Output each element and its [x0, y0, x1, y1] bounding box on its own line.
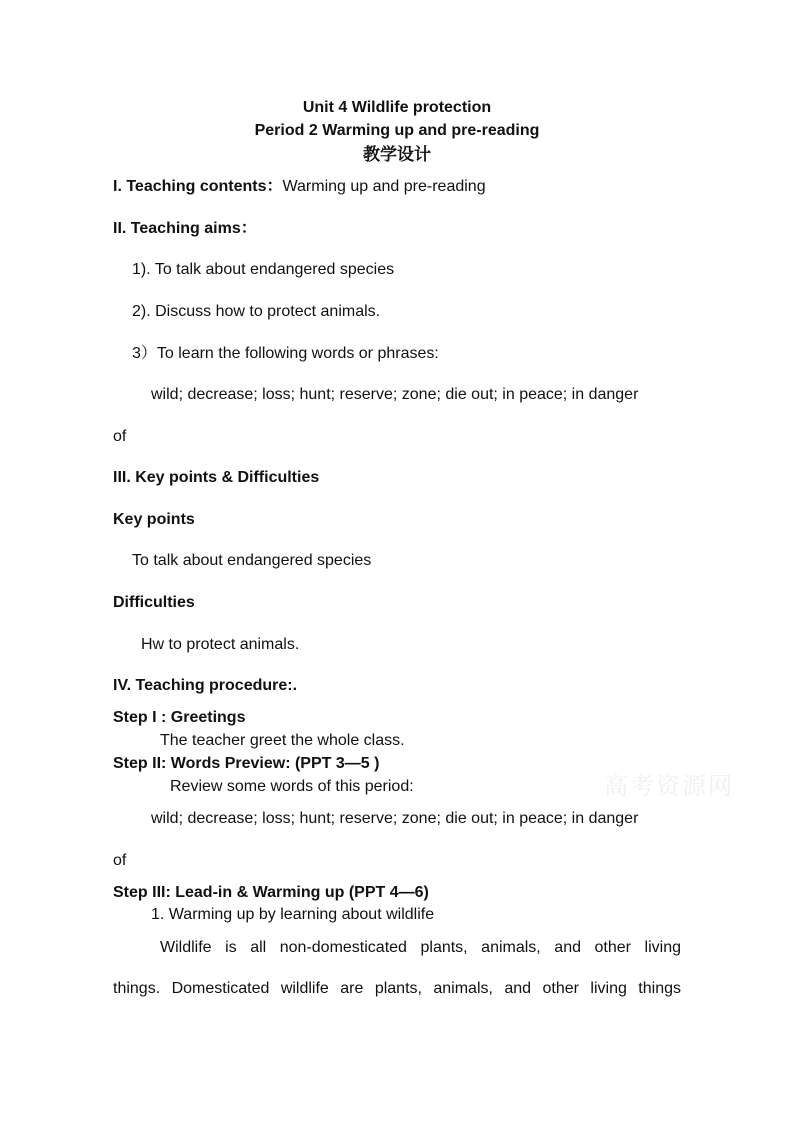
paragraph-line-1: Wildlife is all non-domesticated plants, animals, and other living	[160, 939, 681, 956]
difficulties-text: Hw to protect animals.	[141, 636, 300, 653]
key-points-difficulties-heading: III. Key points & Difficulties	[113, 469, 320, 486]
aim-item-1: 1). To talk about endangered species	[132, 261, 395, 278]
document-subtitle: Period 2 Warming up and pre-reading	[254, 122, 540, 139]
teaching-procedure-heading: IV. Teaching procedure:.	[113, 677, 298, 694]
key-points-text: To talk about endangered species	[132, 552, 372, 569]
vocab-list-line-2: of	[113, 428, 127, 445]
teaching-aims-heading: II. Teaching aims：	[113, 220, 257, 237]
paragraph-line-2: things. Domesticated wildlife are plants, animals, and other living things	[113, 980, 681, 997]
difficulties-heading: Difficulties	[113, 594, 195, 611]
step-1-text: The teacher greet the whole class.	[160, 732, 405, 749]
step-3-item: 1. Warming up by learning about wildlife	[151, 906, 435, 923]
aim-item-2: 2). Discuss how to protect animals.	[132, 303, 381, 320]
step-2-heading: Step II: Words Preview: (PPT 3—5 )	[113, 755, 380, 772]
step-2-vocab-line-1: wild; decrease; loss; hunt; reserve; zone; die out; in peace; in danger	[151, 810, 639, 827]
step-2-text: Review some words of this period:	[170, 778, 414, 795]
vocab-list-line-1: wild; decrease; loss; hunt; reserve; zone; die out; in peace; in danger	[151, 386, 639, 403]
step-1-heading: Step I : Greetings	[113, 709, 246, 726]
step-2-vocab-line-2: of	[113, 852, 127, 869]
teaching-contents-label: I. Teaching contents：	[113, 178, 283, 195]
watermark: 高考资源网	[604, 772, 734, 800]
aim-item-3: 3）To learn the following words or phrases:	[132, 345, 439, 362]
document-title: Unit 4 Wildlife protection	[302, 99, 492, 116]
key-points-heading: Key points	[113, 511, 195, 528]
step-3-heading: Step III: Lead-in & Warming up (PPT 4—6)	[113, 884, 429, 901]
teaching-contents	[113, 177, 486, 197]
document-subtitle-chinese: 教学设计	[363, 145, 431, 165]
teaching-contents-text: Warming up and pre-reading	[282, 178, 486, 195]
